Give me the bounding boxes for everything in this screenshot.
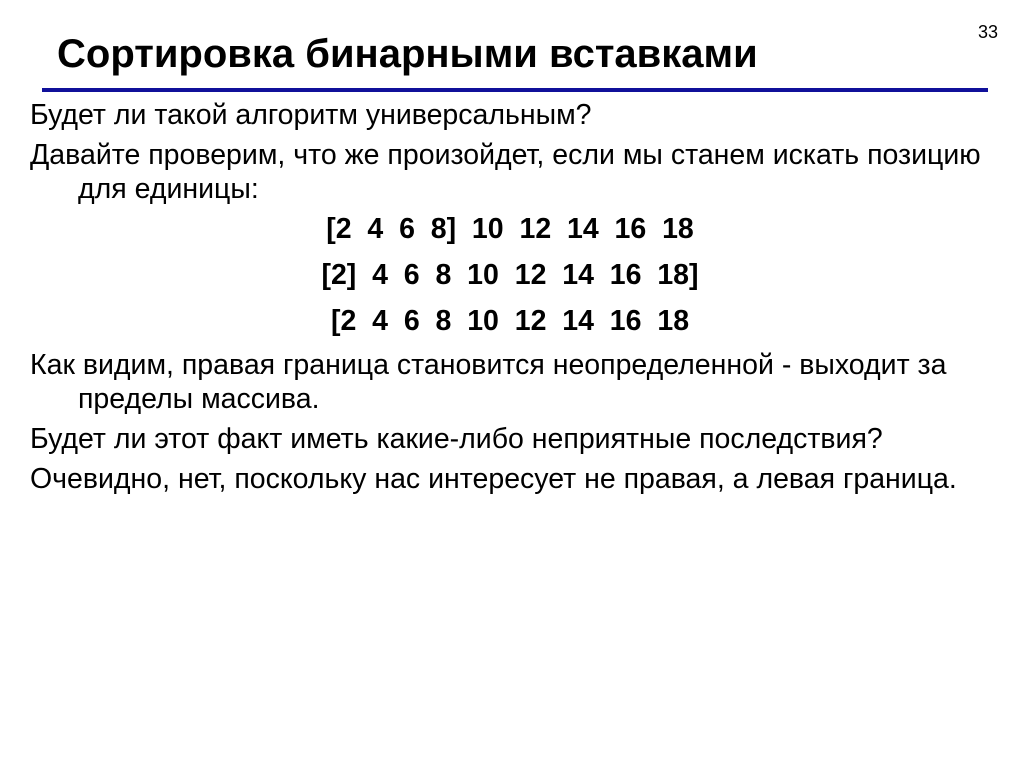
slide-body: [30, 98, 990, 502]
sequence-step-1: [2 4 6 8] 10 12 14 16 18: [326, 213, 694, 245]
paragraph-check: Давайте проверим, что же произойдет, если мы станем искать позицию для единицы:: [30, 139, 981, 205]
title-divider: [42, 88, 988, 92]
slide-number: 33: [977, 22, 998, 42]
paragraph-consequences: Будет ли этот факт иметь какие-либо неприятные последствия?: [30, 423, 883, 455]
paragraph-right-boundary: Как видим, правая граница становится неопределенной - выходит за пределы массива.: [30, 349, 947, 415]
sequence-step-3: [2 4 6 8 10 12 14 16 18: [330, 305, 690, 337]
paragraph-answer: Очевидно, нет, поскольку нас интересует не правая, а левая граница.: [30, 463, 957, 495]
paragraph-question: Будет ли такой алгоритм универсальным?: [30, 99, 592, 131]
slide-title: Сортировка бинарными вставками: [57, 32, 758, 76]
sequence-step-2: [2] 4 6 8 10 12 14 16 18]: [321, 259, 699, 291]
